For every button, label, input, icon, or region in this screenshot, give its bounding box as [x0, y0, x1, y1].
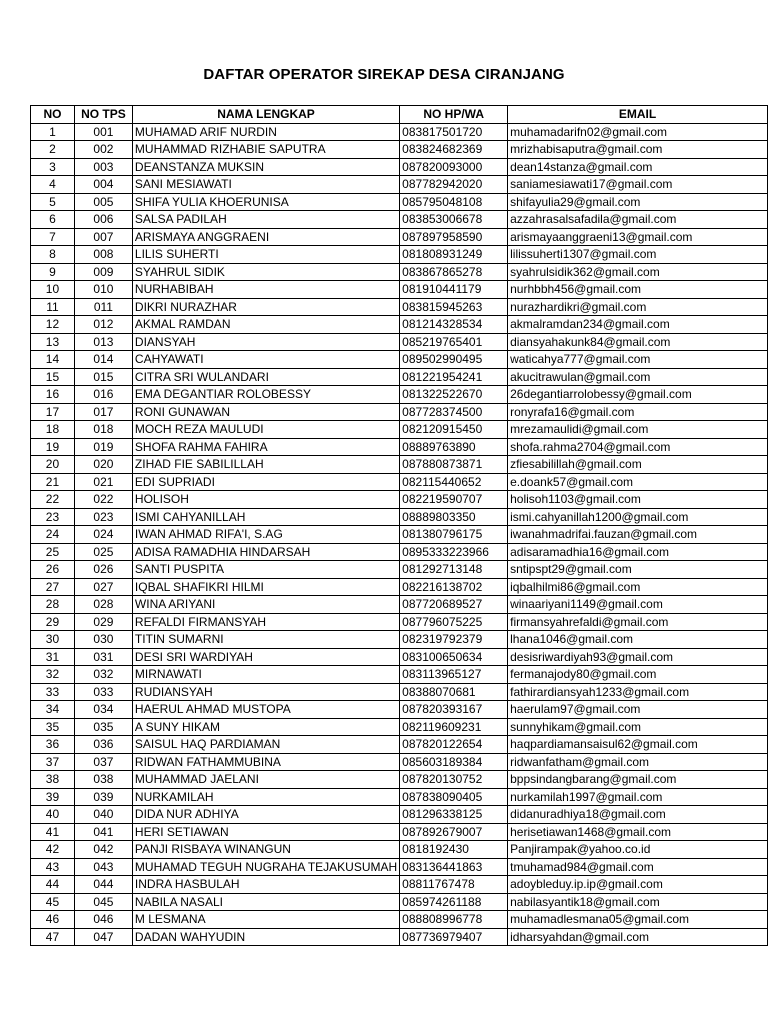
cell-no: 47: [31, 928, 75, 946]
table-row: [31, 386, 768, 404]
cell-no-tps: 006: [74, 211, 132, 229]
cell-no-tps: 043: [74, 858, 132, 876]
cell-nama-lengkap: MOCH REZA MAULUDI: [132, 421, 399, 439]
operator-table: [30, 105, 768, 946]
cell-email: muhamadlesmana05@gmail.com: [508, 911, 768, 929]
cell-no-tps: 027: [74, 578, 132, 596]
cell-email: nabilasyantik18@gmail.com: [508, 893, 768, 911]
cell-no-hp-wa: 08889803350: [400, 508, 508, 526]
cell-no: 39: [31, 788, 75, 806]
cell-email: diansyahakunk84@gmail.com: [508, 333, 768, 351]
cell-email: Panjirampak@yahoo.co.id: [508, 841, 768, 859]
cell-email: tmuhamad984@gmail.com: [508, 858, 768, 876]
cell-no: 45: [31, 893, 75, 911]
cell-nama-lengkap: HOLISOH: [132, 491, 399, 509]
header-no: NO: [31, 106, 75, 124]
cell-email: saniamesiawati17@gmail.com: [508, 176, 768, 194]
cell-no-tps: 042: [74, 841, 132, 859]
table-row: [31, 701, 768, 719]
cell-no-tps: 041: [74, 823, 132, 841]
cell-nama-lengkap: ARISMAYA ANGGRAENI: [132, 228, 399, 246]
cell-email: shofa.rahma2704@gmail.com: [508, 438, 768, 456]
cell-nama-lengkap: REFALDI FIRMANSYAH: [132, 613, 399, 631]
cell-no: 1: [31, 123, 75, 141]
cell-no: 6: [31, 211, 75, 229]
cell-email: adoybleduy.ip.ip@gmail.com: [508, 876, 768, 894]
cell-email: fermanajody80@gmail.com: [508, 666, 768, 684]
cell-no-hp-wa: 082216138702: [400, 578, 508, 596]
table-row: [31, 508, 768, 526]
cell-no-hp-wa: 087796075225: [400, 613, 508, 631]
cell-no-tps: 029: [74, 613, 132, 631]
cell-no-tps: 010: [74, 281, 132, 299]
cell-no-hp-wa: 081808931249: [400, 246, 508, 264]
cell-no-tps: 034: [74, 701, 132, 719]
table-row: [31, 561, 768, 579]
table-row: [31, 771, 768, 789]
table-row: [31, 368, 768, 386]
cell-no-tps: 031: [74, 648, 132, 666]
cell-no: 25: [31, 543, 75, 561]
cell-no-tps: 007: [74, 228, 132, 246]
table-row: [31, 281, 768, 299]
cell-no-hp-wa: 083100650634: [400, 648, 508, 666]
table-row: [31, 543, 768, 561]
cell-no-tps: 038: [74, 771, 132, 789]
cell-no-tps: 018: [74, 421, 132, 439]
cell-no-tps: 019: [74, 438, 132, 456]
cell-no-hp-wa: 081221954241: [400, 368, 508, 386]
cell-no: 12: [31, 316, 75, 334]
cell-no: 29: [31, 613, 75, 631]
cell-email: iwanahmadrifai.fauzan@gmail.com: [508, 526, 768, 544]
cell-no-tps: 020: [74, 456, 132, 474]
cell-no: 41: [31, 823, 75, 841]
cell-no-tps: 046: [74, 911, 132, 929]
table-row: [31, 578, 768, 596]
cell-nama-lengkap: ZIHAD FIE SABILILLAH: [132, 456, 399, 474]
cell-no: 13: [31, 333, 75, 351]
cell-no-hp-wa: 087838090405: [400, 788, 508, 806]
cell-email: herisetiawan1468@gmail.com: [508, 823, 768, 841]
cell-no-tps: 035: [74, 718, 132, 736]
cell-email: firmansyahrefaldi@gmail.com: [508, 613, 768, 631]
cell-email: nurkamilah1997@gmail.com: [508, 788, 768, 806]
cell-no-hp-wa: 087720689527: [400, 596, 508, 614]
cell-no: 17: [31, 403, 75, 421]
cell-nama-lengkap: IQBAL SHAFIKRI HILMI: [132, 578, 399, 596]
cell-no-tps: 012: [74, 316, 132, 334]
cell-nama-lengkap: RUDIANSYAH: [132, 683, 399, 701]
table-header-row: [31, 106, 768, 124]
table-row: [31, 193, 768, 211]
table-row: [31, 596, 768, 614]
cell-no-hp-wa: 089502990495: [400, 351, 508, 369]
cell-email: waticahya777@gmail.com: [508, 351, 768, 369]
cell-nama-lengkap: NURKAMILAH: [132, 788, 399, 806]
cell-no-hp-wa: 08889763890: [400, 438, 508, 456]
cell-no: 10: [31, 281, 75, 299]
table-row: [31, 823, 768, 841]
cell-no-hp-wa: 087892679007: [400, 823, 508, 841]
cell-no-tps: 011: [74, 298, 132, 316]
cell-nama-lengkap: SAISUL HAQ PARDIAMAN: [132, 736, 399, 754]
table-row: [31, 491, 768, 509]
cell-no-hp-wa: 087880873871: [400, 456, 508, 474]
cell-no-hp-wa: 083136441863: [400, 858, 508, 876]
cell-email: nurhbbh456@gmail.com: [508, 281, 768, 299]
cell-no-hp-wa: 08388070681: [400, 683, 508, 701]
cell-no-tps: 015: [74, 368, 132, 386]
cell-nama-lengkap: SYAHRUL SIDIK: [132, 263, 399, 281]
cell-email: winaariyani1149@gmail.com: [508, 596, 768, 614]
cell-no: 46: [31, 911, 75, 929]
cell-email: holisoh1103@gmail.com: [508, 491, 768, 509]
cell-nama-lengkap: INDRA HASBULAH: [132, 876, 399, 894]
cell-email: dean14stanza@gmail.com: [508, 158, 768, 176]
cell-no-tps: 024: [74, 526, 132, 544]
cell-no-tps: 033: [74, 683, 132, 701]
cell-email: nurazhardikri@gmail.com: [508, 298, 768, 316]
cell-no: 22: [31, 491, 75, 509]
cell-nama-lengkap: DESI SRI WARDIYAH: [132, 648, 399, 666]
cell-no-hp-wa: 083867865278: [400, 263, 508, 281]
cell-nama-lengkap: NURHABIBAH: [132, 281, 399, 299]
cell-nama-lengkap: SANTI PUSPITA: [132, 561, 399, 579]
table-row: [31, 158, 768, 176]
cell-no-hp-wa: 081910441179: [400, 281, 508, 299]
table-row: [31, 876, 768, 894]
cell-no-hp-wa: 083853006678: [400, 211, 508, 229]
cell-nama-lengkap: TITIN SUMARNI: [132, 631, 399, 649]
cell-no-hp-wa: 082119609231: [400, 718, 508, 736]
table-row: [31, 421, 768, 439]
table-row: [31, 911, 768, 929]
cell-nama-lengkap: EMA DEGANTIAR ROLOBESSY: [132, 386, 399, 404]
cell-no-tps: 017: [74, 403, 132, 421]
cell-nama-lengkap: PANJI RISBAYA WINANGUN: [132, 841, 399, 859]
cell-no: 7: [31, 228, 75, 246]
cell-no: 23: [31, 508, 75, 526]
cell-nama-lengkap: SANI MESIAWATI: [132, 176, 399, 194]
table-row: [31, 666, 768, 684]
cell-email: fathirardiansyah1233@gmail.com: [508, 683, 768, 701]
table-row: [31, 736, 768, 754]
cell-no-tps: 032: [74, 666, 132, 684]
cell-no: 20: [31, 456, 75, 474]
cell-no-tps: 037: [74, 753, 132, 771]
cell-no: 35: [31, 718, 75, 736]
table-row: [31, 806, 768, 824]
cell-no-tps: 001: [74, 123, 132, 141]
cell-nama-lengkap: MUHAMAD TEGUH NUGRAHA TEJAKUSUMAH: [132, 858, 399, 876]
cell-no: 40: [31, 806, 75, 824]
cell-no: 37: [31, 753, 75, 771]
cell-no-hp-wa: 081214328534: [400, 316, 508, 334]
cell-no: 19: [31, 438, 75, 456]
cell-no-tps: 003: [74, 158, 132, 176]
cell-no-tps: 039: [74, 788, 132, 806]
cell-no-hp-wa: 087736979407: [400, 928, 508, 946]
cell-email: lilissuherti1307@gmail.com: [508, 246, 768, 264]
cell-nama-lengkap: IWAN AHMAD RIFA'I, S.AG: [132, 526, 399, 544]
header-email: EMAIL: [508, 106, 768, 124]
cell-email: zfiesabilillah@gmail.com: [508, 456, 768, 474]
cell-nama-lengkap: AKMAL RAMDAN: [132, 316, 399, 334]
table-row: [31, 631, 768, 649]
cell-email: adisaramadhia16@gmail.com: [508, 543, 768, 561]
table-row: [31, 438, 768, 456]
cell-no: 5: [31, 193, 75, 211]
cell-no: 34: [31, 701, 75, 719]
cell-no-hp-wa: 085795048108: [400, 193, 508, 211]
cell-no-tps: 026: [74, 561, 132, 579]
cell-no-tps: 014: [74, 351, 132, 369]
cell-no-hp-wa: 085219765401: [400, 333, 508, 351]
table-row: [31, 316, 768, 334]
cell-no: 43: [31, 858, 75, 876]
cell-no-hp-wa: 0818192430: [400, 841, 508, 859]
cell-nama-lengkap: MUHAMMAD JAELANI: [132, 771, 399, 789]
cell-no-tps: 002: [74, 141, 132, 159]
cell-no-tps: 005: [74, 193, 132, 211]
cell-nama-lengkap: NABILA NASALI: [132, 893, 399, 911]
table-row: [31, 176, 768, 194]
cell-no-tps: 047: [74, 928, 132, 946]
cell-no: 3: [31, 158, 75, 176]
table-row: [31, 298, 768, 316]
cell-no-hp-wa: 087782942020: [400, 176, 508, 194]
cell-email: azzahrasalsafadila@gmail.com: [508, 211, 768, 229]
cell-no-hp-wa: 081292713148: [400, 561, 508, 579]
cell-email: e.doank57@gmail.com: [508, 473, 768, 491]
cell-email: akucitrawulan@gmail.com: [508, 368, 768, 386]
cell-email: ismi.cahyanillah1200@gmail.com: [508, 508, 768, 526]
cell-no: 44: [31, 876, 75, 894]
cell-no: 2: [31, 141, 75, 159]
table-row: [31, 263, 768, 281]
table-row: [31, 403, 768, 421]
cell-no: 31: [31, 648, 75, 666]
cell-email: arismayaanggraeni13@gmail.com: [508, 228, 768, 246]
table-row: [31, 246, 768, 264]
cell-email: iqbalhilmi86@gmail.com: [508, 578, 768, 596]
cell-no-hp-wa: 082115440652: [400, 473, 508, 491]
cell-no-tps: 028: [74, 596, 132, 614]
table-row: [31, 526, 768, 544]
cell-email: ronyrafa16@gmail.com: [508, 403, 768, 421]
cell-no-hp-wa: 087820130752: [400, 771, 508, 789]
cell-no-tps: 040: [74, 806, 132, 824]
cell-nama-lengkap: EDI SUPRIADI: [132, 473, 399, 491]
cell-nama-lengkap: DIANSYAH: [132, 333, 399, 351]
cell-no-hp-wa: 087820093000: [400, 158, 508, 176]
cell-no-hp-wa: 082219590707: [400, 491, 508, 509]
cell-nama-lengkap: MUHAMAD ARIF NURDIN: [132, 123, 399, 141]
document-title: DAFTAR OPERATOR SIREKAP DESA CIRANJANG: [203, 66, 565, 83]
table-row: [31, 648, 768, 666]
cell-no-hp-wa: 088808996778: [400, 911, 508, 929]
cell-nama-lengkap: HERI SETIAWAN: [132, 823, 399, 841]
cell-no-hp-wa: 083113965127: [400, 666, 508, 684]
cell-email: syahrulsidik362@gmail.com: [508, 263, 768, 281]
cell-no-tps: 044: [74, 876, 132, 894]
table-row: [31, 456, 768, 474]
cell-email: ridwanfatham@gmail.com: [508, 753, 768, 771]
table-row: [31, 893, 768, 911]
cell-no-hp-wa: 082319792379: [400, 631, 508, 649]
cell-no-hp-wa: 082120915450: [400, 421, 508, 439]
cell-nama-lengkap: SHIFA YULIA KHOERUNISA: [132, 193, 399, 211]
cell-no-hp-wa: 087820393167: [400, 701, 508, 719]
cell-email: haqpardiamansaisul62@gmail.com: [508, 736, 768, 754]
table-row: [31, 841, 768, 859]
cell-no-tps: 023: [74, 508, 132, 526]
cell-no: 11: [31, 298, 75, 316]
cell-no: 28: [31, 596, 75, 614]
cell-no-hp-wa: 0895333223966: [400, 543, 508, 561]
table-row: [31, 123, 768, 141]
cell-no: 33: [31, 683, 75, 701]
cell-no: 18: [31, 421, 75, 439]
cell-no-tps: 036: [74, 736, 132, 754]
cell-no: 36: [31, 736, 75, 754]
table-row: [31, 788, 768, 806]
cell-no-hp-wa: 083815945263: [400, 298, 508, 316]
table-row: [31, 228, 768, 246]
cell-no: 26: [31, 561, 75, 579]
cell-nama-lengkap: MIRNAWATI: [132, 666, 399, 684]
cell-nama-lengkap: M LESMANA: [132, 911, 399, 929]
cell-no-tps: 004: [74, 176, 132, 194]
cell-no-hp-wa: 085974261188: [400, 893, 508, 911]
cell-no: 38: [31, 771, 75, 789]
cell-nama-lengkap: WINA ARIYANI: [132, 596, 399, 614]
cell-nama-lengkap: SALSA PADILAH: [132, 211, 399, 229]
cell-nama-lengkap: MUHAMMAD RIZHABIE SAPUTRA: [132, 141, 399, 159]
header-nama-lengkap: NAMA LENGKAP: [132, 106, 399, 124]
cell-no: 21: [31, 473, 75, 491]
cell-no-tps: 008: [74, 246, 132, 264]
table-row: [31, 753, 768, 771]
cell-nama-lengkap: ADISA RAMADHIA HINDARSAH: [132, 543, 399, 561]
cell-nama-lengkap: CITRA SRI WULANDARI: [132, 368, 399, 386]
cell-no-tps: 009: [74, 263, 132, 281]
table-row: [31, 683, 768, 701]
table-row: [31, 928, 768, 946]
table-row: [31, 718, 768, 736]
cell-email: idharsyahdan@gmail.com: [508, 928, 768, 946]
table-row: [31, 613, 768, 631]
cell-no: 32: [31, 666, 75, 684]
cell-no: 24: [31, 526, 75, 544]
cell-no-hp-wa: 083817501720: [400, 123, 508, 141]
cell-no: 16: [31, 386, 75, 404]
cell-no: 8: [31, 246, 75, 264]
cell-no-tps: 021: [74, 473, 132, 491]
cell-nama-lengkap: RONI GUNAWAN: [132, 403, 399, 421]
cell-email: didanuradhiya18@gmail.com: [508, 806, 768, 824]
cell-no-hp-wa: 087728374500: [400, 403, 508, 421]
cell-no: 27: [31, 578, 75, 596]
cell-nama-lengkap: SHOFA RAHMA FAHIRA: [132, 438, 399, 456]
cell-no-tps: 016: [74, 386, 132, 404]
table-row: [31, 473, 768, 491]
table-row: [31, 858, 768, 876]
cell-no-tps: 030: [74, 631, 132, 649]
cell-no-hp-wa: 087897958590: [400, 228, 508, 246]
cell-no-hp-wa: 087820122654: [400, 736, 508, 754]
cell-no: 4: [31, 176, 75, 194]
cell-email: muhamadarifn02@gmail.com: [508, 123, 768, 141]
table-row: [31, 333, 768, 351]
cell-no: 14: [31, 351, 75, 369]
cell-nama-lengkap: DIKRI NURAZHAR: [132, 298, 399, 316]
cell-no-tps: 013: [74, 333, 132, 351]
cell-email: 26degantiarrolobessy@gmail.com: [508, 386, 768, 404]
cell-no-hp-wa: 081380796175: [400, 526, 508, 544]
header-no-tps: NO TPS: [74, 106, 132, 124]
cell-email: desisriwardiyah93@gmail.com: [508, 648, 768, 666]
cell-no: 9: [31, 263, 75, 281]
cell-email: sntipspt29@gmail.com: [508, 561, 768, 579]
cell-no: 30: [31, 631, 75, 649]
cell-email: bppsindangbarang@gmail.com: [508, 771, 768, 789]
cell-nama-lengkap: HAERUL AHMAD MUSTOPA: [132, 701, 399, 719]
cell-email: mrezamaulidi@gmail.com: [508, 421, 768, 439]
cell-nama-lengkap: LILIS SUHERTI: [132, 246, 399, 264]
cell-nama-lengkap: DIDA NUR ADHIYA: [132, 806, 399, 824]
cell-nama-lengkap: DEANSTANZA MUKSIN: [132, 158, 399, 176]
cell-nama-lengkap: ISMI CAHYANILLAH: [132, 508, 399, 526]
cell-no-hp-wa: 081322522670: [400, 386, 508, 404]
cell-email: akmalramdan234@gmail.com: [508, 316, 768, 334]
cell-no-tps: 022: [74, 491, 132, 509]
cell-no-tps: 025: [74, 543, 132, 561]
cell-no: 42: [31, 841, 75, 859]
cell-no-tps: 045: [74, 893, 132, 911]
table-row: [31, 211, 768, 229]
cell-email: mrizhabisaputra@gmail.com: [508, 141, 768, 159]
cell-no-hp-wa: 08811767478: [400, 876, 508, 894]
cell-email: haerulam97@gmail.com: [508, 701, 768, 719]
table-row: [31, 141, 768, 159]
cell-no-hp-wa: 085603189384: [400, 753, 508, 771]
cell-nama-lengkap: RIDWAN FATHAMMUBINA: [132, 753, 399, 771]
cell-no-hp-wa: 081296338125: [400, 806, 508, 824]
cell-nama-lengkap: A SUNY HIKAM: [132, 718, 399, 736]
cell-email: sunnyhikam@gmail.com: [508, 718, 768, 736]
header-no-hp-wa: NO HP/WA: [400, 106, 508, 124]
cell-nama-lengkap: DADAN WAHYUDIN: [132, 928, 399, 946]
cell-email: shifayulia29@gmail.com: [508, 193, 768, 211]
cell-email: lhana1046@gmail.com: [508, 631, 768, 649]
cell-nama-lengkap: CAHYAWATI: [132, 351, 399, 369]
cell-no-hp-wa: 083824682369: [400, 141, 508, 159]
table-row: [31, 351, 768, 369]
cell-no: 15: [31, 368, 75, 386]
